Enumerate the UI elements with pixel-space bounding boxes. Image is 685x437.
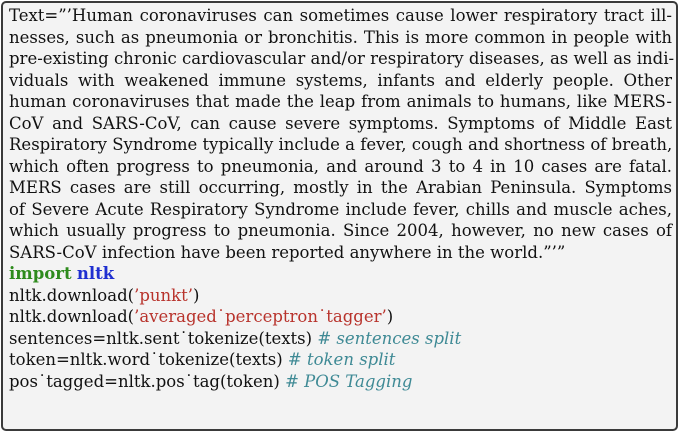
pos-line [9, 371, 672, 393]
code-block [9, 263, 672, 392]
download-tagger-line [9, 306, 672, 328]
download-call: nltk.download( [9, 307, 135, 326]
download-arg-punkt: ’punkt’ [134, 285, 194, 305]
pos-comment: # POS Tagging [285, 371, 413, 391]
text-line: Text=”’Human coronaviruses can sometimes cause lower respiratory tract ill- [9, 6, 672, 25]
import-module: nltk [76, 264, 115, 283]
text-line: of Severe Acute Respiratory Syndrome include fever, chills and muscle aches, [9, 199, 672, 219]
text-line: viduals with weakened immune systems, infants and elderly people. Other [9, 70, 672, 90]
download-punkt-line [9, 285, 672, 307]
code-listing-box [1, 1, 678, 431]
token-code: token=nltk.word˙tokenize(texts) [9, 350, 288, 369]
text-line: CoV and SARS-CoV, can cause severe symptoms. Symptoms of Middle East [9, 113, 672, 133]
import-keyword: import [9, 264, 72, 283]
text-line: which often progress to pneumonia, and around 3 to 4 in 10 cases are fatal. [9, 156, 672, 176]
text-paragraph [9, 5, 675, 263]
token-line [9, 349, 672, 371]
text-line: pre-existing chronic cardiovascular and/or respiratory diseases, as well as indi- [9, 49, 675, 68]
download-arg-tagger: ’averaged˙perceptron˙tagger’ [134, 307, 387, 326]
sentences-code: sentences=nltk.sent˙tokenize(texts) [9, 328, 318, 348]
text-line-last: SARS-CoV infection have been reported anywhere in the world.”’” [9, 242, 566, 262]
sentences-comment: # sentences split [317, 328, 462, 348]
text-line: which usually progress to pneumonia. Since 2004, however, no new cases of [9, 221, 672, 240]
text-line: nesses, such as pneumonia or bronchitis. This is more common in people with [9, 27, 672, 47]
download-call: nltk.download( [9, 285, 135, 305]
download-close: ) [193, 285, 200, 305]
text-line: Respiratory Syndrome typically include a fever, cough and shortness of breath, [9, 135, 673, 154]
pos-code: pos˙tagged=nltk.pos˙tag(token) [9, 371, 286, 391]
text-line: human coronaviruses that made the leap from animals to humans, like MERS- [9, 92, 672, 111]
token-comment: # token split [287, 350, 396, 369]
sentences-line [9, 328, 672, 350]
download-close: ) [386, 307, 394, 326]
text-line: MERS cases are still occurring, mostly in the Arabian Peninsula. Symptoms [9, 178, 672, 197]
import-line [9, 263, 672, 285]
